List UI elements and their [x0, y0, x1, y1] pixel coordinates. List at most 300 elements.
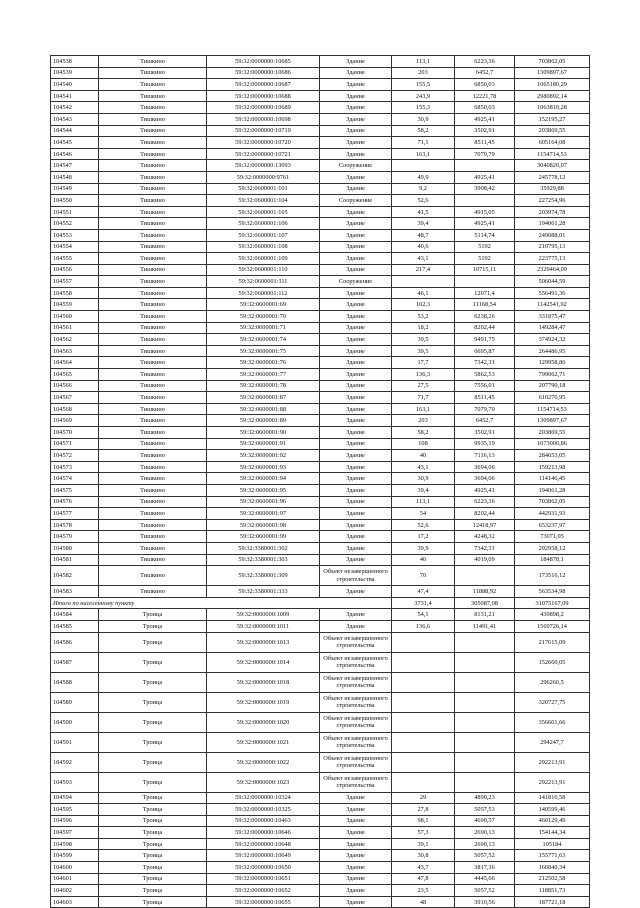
record-number-cell: 104595 [51, 804, 99, 816]
object-type-cell: Здание [320, 322, 392, 334]
object-type-cell: Здание [320, 206, 392, 218]
cadastral-value-cell: 118851,73 [515, 885, 590, 897]
area-cell: 9,2 [392, 183, 455, 195]
cadastral-value-cell: 173516,12 [515, 566, 590, 586]
object-type-cell: Здание [320, 827, 392, 839]
record-number-cell: 104592 [51, 752, 99, 772]
cadastral-value-cell: 556491,36 [515, 287, 590, 299]
cadastral-value-cell: 320727,75 [515, 692, 590, 712]
area-cell [392, 632, 455, 652]
cadastral-value-cell: 264486,95 [515, 345, 590, 357]
subtotal-row [51, 597, 590, 609]
table-row [51, 299, 590, 311]
cadastral-number-cell: 59:32:0600001:74 [207, 334, 320, 346]
table-row [51, 461, 590, 473]
price-per-unit-cell [455, 712, 515, 732]
object-type-cell: Объект незавершенного строительства [320, 566, 392, 586]
locality-cell: Троица [99, 850, 207, 862]
price-per-unit-cell: 2690,13 [455, 838, 515, 850]
record-number-cell: 104599 [51, 850, 99, 862]
price-per-unit-cell: 4248,32 [455, 531, 515, 543]
area-cell: 136,6 [392, 620, 455, 632]
property-table-body [51, 56, 590, 908]
cadastral-number-cell: 59:32:3380001:333 [207, 586, 320, 598]
cadastral-value-cell: 1154714,53 [515, 148, 590, 160]
record-number-cell: 104584 [51, 609, 99, 621]
record-number-cell: 104561 [51, 322, 99, 334]
locality-cell: Троица [99, 620, 207, 632]
locality-cell: Тишкино [99, 345, 207, 357]
cadastral-number-cell: 59:32:0000000:1020 [207, 712, 320, 732]
table-row [51, 253, 590, 265]
price-per-unit-cell: 7342,31 [455, 357, 515, 369]
locality-cell: Тишкино [99, 519, 207, 531]
cadastral-number-cell: 59:32:0000000:10686 [207, 67, 320, 79]
area-cell: 58,2 [392, 427, 455, 439]
price-per-unit-cell: 5862,53 [455, 369, 515, 381]
locality-cell: Троица [99, 815, 207, 827]
area-cell: 29 [392, 792, 455, 804]
table-row [51, 586, 590, 598]
cadastral-number-cell: 59:32:0600001:108 [207, 241, 320, 253]
object-type-cell: Здание [320, 885, 392, 897]
cadastral-value-cell: 356601,66 [515, 712, 590, 732]
cadastral-number-cell: 59:32:0600001:78 [207, 380, 320, 392]
locality-cell: Тишкино [99, 229, 207, 241]
area-cell [392, 712, 455, 732]
object-type-cell: Здание [320, 67, 392, 79]
object-type-cell: Здание [320, 484, 392, 496]
locality-cell: Тишкино [99, 102, 207, 114]
area-cell: 30,9 [392, 473, 455, 485]
table-row [51, 542, 590, 554]
record-number-cell: 104596 [51, 815, 99, 827]
area-cell: 54 [392, 508, 455, 520]
record-number-cell: 104543 [51, 113, 99, 125]
cadastral-value-cell: 1154714,53 [515, 403, 590, 415]
table-row [51, 357, 590, 369]
cadastral-number-cell: 59:32:3380001:309 [207, 566, 320, 586]
table-row [51, 403, 590, 415]
table-row [51, 632, 590, 652]
price-per-unit-cell [455, 692, 515, 712]
locality-cell: Тишкино [99, 508, 207, 520]
locality-cell: Тишкино [99, 299, 207, 311]
object-type-cell: Здание [320, 519, 392, 531]
cadastral-value-cell: 284653,05 [515, 450, 590, 462]
cadastral-value-cell: 2329464,09 [515, 264, 590, 276]
area-cell: 58,2 [392, 125, 455, 137]
locality-cell: Троица [99, 752, 207, 772]
table-row [51, 380, 590, 392]
area-cell: 43,1 [392, 461, 455, 473]
object-type-cell: Здание [320, 438, 392, 450]
price-per-unit-cell [455, 632, 515, 652]
price-per-unit-cell [455, 652, 515, 672]
price-per-unit-cell: 5114,74 [455, 229, 515, 241]
price-per-unit-cell: 11491,41 [455, 620, 515, 632]
locality-cell: Троица [99, 873, 207, 885]
cadastral-number-cell: 59:32:0000000:10650 [207, 862, 320, 874]
cadastral-value-cell: 223775,13 [515, 253, 590, 265]
area-cell: 52,6 [392, 195, 455, 207]
cadastral-number-cell: 59:32:0000000:13093 [207, 160, 320, 172]
table-row [51, 183, 590, 195]
price-per-unit-cell: 4925,41 [455, 484, 515, 496]
table-row [51, 137, 590, 149]
area-cell: 18,2 [392, 322, 455, 334]
object-type-cell: Здание [320, 357, 392, 369]
object-type-cell: Объект незавершенного строительства [320, 632, 392, 652]
object-type-cell: Здание [320, 896, 392, 908]
cadastral-number-cell: 59:32:0600001:105 [207, 206, 320, 218]
cadastral-number-cell: 59:32:0000000:10651 [207, 873, 320, 885]
record-number-cell: 104597 [51, 827, 99, 839]
record-number-cell: 104591 [51, 732, 99, 752]
cadastral-value-cell: 596044,59 [515, 276, 590, 288]
cadastral-value-cell: 292958,12 [515, 542, 590, 554]
record-number-cell: 104556 [51, 264, 99, 276]
cadastral-value-cell: 207790,18 [515, 380, 590, 392]
area-cell: 43,1 [392, 253, 455, 265]
area-cell: 53,2 [392, 311, 455, 323]
locality-cell: Тишкино [99, 56, 207, 68]
cadastral-number-cell: 59:32:0000000:10685 [207, 56, 320, 68]
record-number-cell: 104542 [51, 102, 99, 114]
cadastral-value-cell: 1142541,92 [515, 299, 590, 311]
locality-cell: Троица [99, 792, 207, 804]
area-cell: 102,3 [392, 299, 455, 311]
table-row [51, 792, 590, 804]
area-cell: 47,8 [392, 873, 455, 885]
price-per-unit-cell: 3910,56 [455, 896, 515, 908]
area-cell [392, 672, 455, 692]
cadastral-value-cell: 1073000,86 [515, 438, 590, 450]
record-number-cell: 104548 [51, 171, 99, 183]
area-cell: 203 [392, 415, 455, 427]
locality-cell: Тишкино [99, 67, 207, 79]
area-cell: 52,6 [392, 519, 455, 531]
object-type-cell: Здание [320, 792, 392, 804]
cadastral-number-cell: 59:32:0000000:1022 [207, 752, 320, 772]
locality-cell: Тишкино [99, 241, 207, 253]
cadastral-value-cell: 194061,28 [515, 484, 590, 496]
cadastral-number-cell: 59:32:0600001:96 [207, 496, 320, 508]
price-per-unit-cell: 5057,53 [455, 804, 515, 816]
object-type-cell: Здание [320, 90, 392, 102]
table-row [51, 392, 590, 404]
area-cell: 41,5 [392, 206, 455, 218]
cadastral-value-cell: 159213,98 [515, 461, 590, 473]
locality-cell: Троица [99, 672, 207, 692]
cadastral-number-cell: 59:32:0600001:110 [207, 264, 320, 276]
price-per-unit-cell: 6223,36 [455, 496, 515, 508]
cadastral-number-cell: 59:32:0000000:10687 [207, 79, 320, 91]
cadastral-value-cell: 203974,78 [515, 206, 590, 218]
cadastral-value-cell: 3040820,07 [515, 160, 590, 172]
price-per-unit-cell: 12071,4 [455, 287, 515, 299]
table-row [51, 415, 590, 427]
area-cell: 46 [392, 554, 455, 566]
price-per-unit-cell: 11888,92 [455, 586, 515, 598]
cadastral-value-cell: 152660,05 [515, 652, 590, 672]
locality-cell: Тишкино [99, 566, 207, 586]
object-type-cell: Здание [320, 450, 392, 462]
object-type-cell: Здание [320, 229, 392, 241]
cadastral-number-cell: 59:32:0000000:9761 [207, 171, 320, 183]
cadastral-number-cell: 59:32:0000000:10720 [207, 137, 320, 149]
locality-cell: Тишкино [99, 403, 207, 415]
price-per-unit-cell: 4925,41 [455, 218, 515, 230]
object-type-cell: Здание [320, 427, 392, 439]
object-type-cell: Здание [320, 369, 392, 381]
cadastral-value-cell: 227254,96 [515, 195, 590, 207]
cadastral-value-cell: 799062,71 [515, 369, 590, 381]
cadastral-number-cell: 59:32:0000000:10646 [207, 827, 320, 839]
table-row [51, 508, 590, 520]
record-number-cell: 104581 [51, 554, 99, 566]
cadastral-value-cell: 605164,08 [515, 137, 590, 149]
area-cell: 163,1 [392, 148, 455, 160]
cadastral-number-cell: 59:32:0600001:109 [207, 253, 320, 265]
cadastral-number-cell: 59:32:0600001:87 [207, 392, 320, 404]
area-cell [392, 276, 455, 288]
object-type-cell: Здание [320, 137, 392, 149]
object-type-cell: Здание [320, 873, 392, 885]
cadastral-value-cell: 73071,05 [515, 531, 590, 543]
subtotal-label: Итого по населенному пункту [51, 597, 392, 609]
cadastral-number-cell: 59:32:0600001:101 [207, 183, 320, 195]
locality-cell: Тишкино [99, 357, 207, 369]
locality-cell: Тишкино [99, 171, 207, 183]
table-row [51, 531, 590, 543]
record-number-cell: 104578 [51, 519, 99, 531]
area-cell: 163,1 [392, 403, 455, 415]
locality-cell: Тишкино [99, 380, 207, 392]
locality-cell: Тишкино [99, 206, 207, 218]
object-type-cell: Объект незавершенного строительства [320, 752, 392, 772]
cadastral-value-cell: 2980892,14 [515, 90, 590, 102]
area-cell: 23,5 [392, 885, 455, 897]
object-type-cell: Здание [320, 473, 392, 485]
cadastral-number-cell: 59:32:0000000:1021 [207, 732, 320, 752]
area-cell: 39,4 [392, 484, 455, 496]
object-type-cell: Здание [320, 496, 392, 508]
table-row [51, 322, 590, 334]
locality-cell: Троица [99, 772, 207, 792]
object-type-cell: Здание [320, 609, 392, 621]
object-type-cell: Здание [320, 804, 392, 816]
cadastral-value-cell: 152195,27 [515, 113, 590, 125]
object-type-cell: Здание [320, 148, 392, 160]
locality-cell: Тишкино [99, 79, 207, 91]
area-cell: 113,1 [392, 496, 455, 508]
record-number-cell: 104544 [51, 125, 99, 137]
price-per-unit-cell: 5057,52 [455, 850, 515, 862]
record-number-cell: 104547 [51, 160, 99, 172]
object-type-cell: Здание [320, 862, 392, 874]
object-type-cell: Сооружение [320, 160, 392, 172]
record-number-cell: 104569 [51, 415, 99, 427]
table-row [51, 287, 590, 299]
object-type-cell: Объект незавершенного строительства [320, 712, 392, 732]
cadastral-number-cell: 59:32:0600001:112 [207, 287, 320, 299]
cadastral-value-cell: 217615,09 [515, 632, 590, 652]
record-number-cell: 104588 [51, 672, 99, 692]
area-cell: 48,7 [392, 229, 455, 241]
cadastral-value-cell: 1569726,14 [515, 620, 590, 632]
locality-cell: Тишкино [99, 542, 207, 554]
cadastral-value-cell: 374924,32 [515, 334, 590, 346]
cadastral-number-cell: 59:32:0000000:10463 [207, 815, 320, 827]
table-row [51, 56, 590, 68]
table-row [51, 67, 590, 79]
cadastral-number-cell: 59:32:0600001:88 [207, 403, 320, 415]
record-number-cell: 104566 [51, 380, 99, 392]
cadastral-value-cell: 1309897,67 [515, 67, 590, 79]
subtotal-value: 31075167,09 [515, 597, 590, 609]
price-per-unit-cell [455, 672, 515, 692]
price-per-unit-cell: 3502,91 [455, 125, 515, 137]
area-cell: 108 [392, 438, 455, 450]
subtotal-price: 305087,08 [455, 597, 515, 609]
area-cell: 39,1 [392, 838, 455, 850]
object-type-cell: Здание [320, 56, 392, 68]
table-row [51, 276, 590, 288]
cadastral-number-cell: 59:32:3380001:302 [207, 542, 320, 554]
record-number-cell: 104560 [51, 311, 99, 323]
cadastral-value-cell: 149284,47 [515, 322, 590, 334]
price-per-unit-cell: 4019,09 [455, 554, 515, 566]
area-cell: 39,5 [392, 345, 455, 357]
locality-cell: Тишкино [99, 415, 207, 427]
price-per-unit-cell [455, 732, 515, 752]
price-per-unit-cell: 10715,11 [455, 264, 515, 276]
cadastral-value-cell: 203869,55 [515, 427, 590, 439]
cadastral-value-cell: 184878,1 [515, 554, 590, 566]
cadastral-number-cell: 59:32:0600001:106 [207, 218, 320, 230]
cadastral-value-cell: 294247,7 [515, 732, 590, 752]
object-type-cell: Здание [320, 113, 392, 125]
cadastral-number-cell: 59:32:0000000:10655 [207, 896, 320, 908]
record-number-cell: 104586 [51, 632, 99, 652]
table-row [51, 218, 590, 230]
area-cell [392, 752, 455, 772]
record-number-cell: 104580 [51, 542, 99, 554]
cadastral-number-cell: 59:32:0000000:10719 [207, 125, 320, 137]
locality-cell: Тишкино [99, 473, 207, 485]
object-type-cell: Здание [320, 171, 392, 183]
locality-cell: Тишкино [99, 183, 207, 195]
table-row [51, 712, 590, 732]
locality-cell: Троица [99, 732, 207, 752]
area-cell: 71,7 [392, 392, 455, 404]
price-per-unit-cell: 7079,79 [455, 148, 515, 160]
price-per-unit-cell: 9491,75 [455, 334, 515, 346]
record-number-cell: 104587 [51, 652, 99, 672]
locality-cell: Тишкино [99, 586, 207, 598]
record-number-cell: 104563 [51, 345, 99, 357]
cadastral-number-cell: 59:32:0600001:107 [207, 229, 320, 241]
record-number-cell: 104572 [51, 450, 99, 462]
object-type-cell: Здание [320, 403, 392, 415]
object-type-cell: Здание [320, 264, 392, 276]
record-number-cell: 104545 [51, 137, 99, 149]
area-cell: 39,5 [392, 334, 455, 346]
table-row [51, 125, 590, 137]
record-number-cell: 104570 [51, 427, 99, 439]
table-row [51, 450, 590, 462]
price-per-unit-cell: 5057,52 [455, 885, 515, 897]
table-row [51, 652, 590, 672]
price-per-unit-cell: 7079,79 [455, 403, 515, 415]
cadastral-number-cell: 59:32:0000000:1014 [207, 652, 320, 672]
cadastral-value-cell: 245778,12 [515, 171, 590, 183]
cadastral-number-cell: 59:32:0600001:104 [207, 195, 320, 207]
area-cell: 46,1 [392, 287, 455, 299]
record-number-cell: 104540 [51, 79, 99, 91]
record-number-cell: 104571 [51, 438, 99, 450]
cadastral-value-cell: 292213,91 [515, 772, 590, 792]
table-row [51, 566, 590, 586]
locality-cell: Тишкино [99, 531, 207, 543]
table-row [51, 90, 590, 102]
record-number-cell: 104557 [51, 276, 99, 288]
record-number-cell: 104598 [51, 838, 99, 850]
price-per-unit-cell: 3694,06 [455, 473, 515, 485]
area-cell: 57,3 [392, 827, 455, 839]
record-number-cell: 104573 [51, 461, 99, 473]
object-type-cell: Здание [320, 850, 392, 862]
table-row [51, 148, 590, 160]
area-cell: 49,9 [392, 171, 455, 183]
cadastral-number-cell: 59:32:0000000:1018 [207, 672, 320, 692]
area-cell: 98,1 [392, 815, 455, 827]
cadastral-number-cell: 59:32:0000000:10721 [207, 148, 320, 160]
price-per-unit-cell: 3817,36 [455, 862, 515, 874]
area-cell: 30,8 [392, 850, 455, 862]
price-per-unit-cell: 8202,44 [455, 508, 515, 520]
area-cell: 136,3 [392, 369, 455, 381]
table-row [51, 827, 590, 839]
record-number-cell: 104565 [51, 369, 99, 381]
price-per-unit-cell: 3502,91 [455, 427, 515, 439]
price-per-unit-cell: 7556,01 [455, 380, 515, 392]
table-row [51, 862, 590, 874]
record-number-cell: 104549 [51, 183, 99, 195]
record-number-cell: 104590 [51, 712, 99, 732]
table-row [51, 241, 590, 253]
locality-cell: Тишкино [99, 287, 207, 299]
price-per-unit-cell: 8511,45 [455, 392, 515, 404]
area-cell: 47,4 [392, 586, 455, 598]
table-row [51, 311, 590, 323]
price-per-unit-cell: 3908,42 [455, 183, 515, 195]
table-row [51, 772, 590, 792]
table-row [51, 102, 590, 114]
cadastral-number-cell: 59:32:0000000:10698 [207, 113, 320, 125]
price-per-unit-cell: 4445,66 [455, 873, 515, 885]
object-type-cell: Объект незавершенного строительства [320, 672, 392, 692]
locality-cell: Тишкино [99, 276, 207, 288]
object-type-cell: Здание [320, 299, 392, 311]
cadastral-number-cell: 59:32:3380001:303 [207, 554, 320, 566]
area-cell: 17,7 [392, 357, 455, 369]
cadastral-number-cell: 59:32:0600001:77 [207, 369, 320, 381]
cadastral-number-cell: 59:32:0600001:98 [207, 519, 320, 531]
cadastral-value-cell: 35929,88 [515, 183, 590, 195]
cadastral-number-cell: 59:32:0000000:1023 [207, 772, 320, 792]
